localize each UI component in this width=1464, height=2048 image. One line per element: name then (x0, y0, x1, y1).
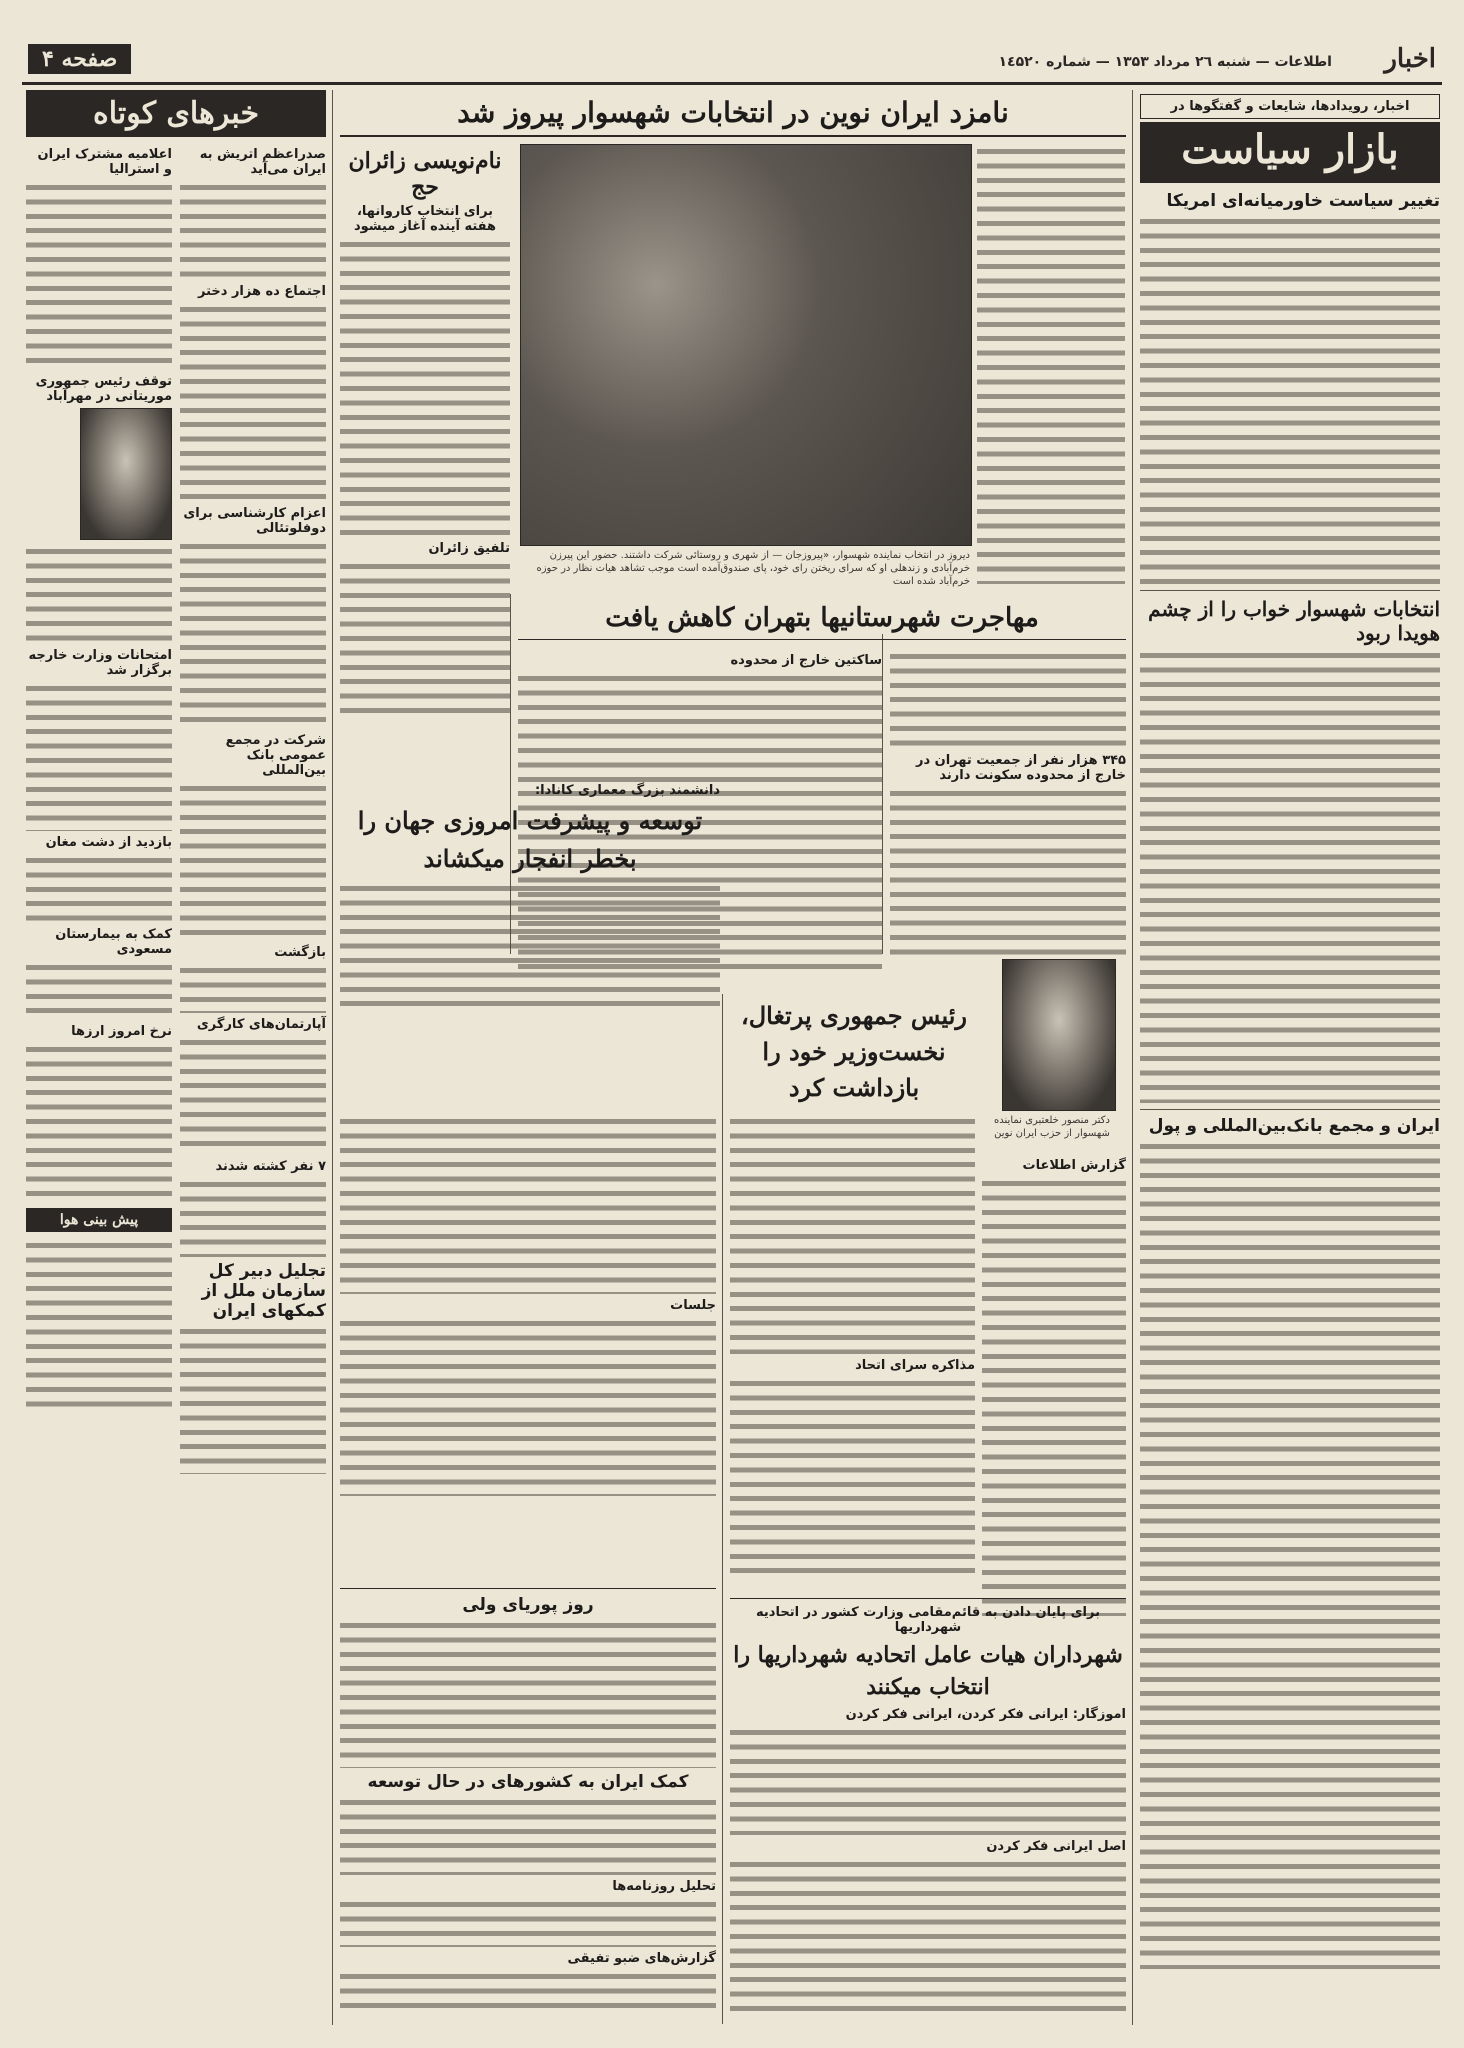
short-news-item: تجلیل دبیر کل سازمان ملل از کمکهای ایران (201, 1261, 326, 1321)
right-kicker: اخبار، رویدادها، شایعات و گفتگوها در (1140, 94, 1440, 119)
short-news-item: بازگشت (274, 945, 326, 960)
lead-photo-caption: دیروز در انتخاب نماینده شهسوار، «پیروزجان — از شهری و روستائی شرکت داشتند. حضور این پیرزن خرم‌آبادی و زندهلی او که سرای ریختن رای خود، پای صندوق‌آمده است موجب تشاهد هیات نظار در حوزه خرم‌آباد شده است (536, 550, 970, 587)
hajj-story (340, 144, 510, 719)
migration-subhead-2: ساکتین خارج از محدوده (730, 653, 882, 668)
masthead (22, 44, 1442, 85)
short-news-item: ۷ نفر کشته شدند (215, 1159, 326, 1174)
pourya-headline: روز پوریای ولی (340, 1588, 716, 1615)
aid-headline: کمک ایران به کشورهای در حال توسعه (367, 1772, 689, 1792)
portugal-story-head (730, 994, 978, 1109)
canada-story (340, 779, 720, 1006)
short-news-item: امتحانات وزارت خارجه برگزار شد (28, 648, 172, 678)
portugal-col-3 (340, 1114, 716, 1496)
story2-headline: انتخابات شهسوار خواب را از چشم هویدا ربود (1148, 597, 1440, 645)
migration-subhead: ۳۴۵ هزار نفر از جمعیت تهران در خارج از محدوده سکونت دارند (915, 753, 1126, 783)
issue-info: اطلاعات — شنبه ۲٦ مرداد ۱۳۵۳ — شماره ۱٤۵۲۰ (998, 54, 1332, 70)
weather-title: پیش بینی هوا (26, 1208, 172, 1232)
right-title: بازار سیاست (1140, 122, 1440, 183)
portugal-col-1 (982, 1154, 1126, 1616)
short-news-item: صدراعظم اتریش به ایران می‌آید (199, 147, 326, 177)
hajj-sub: برای انتخاب کاروانها، هفته آینده آغاز میشود (353, 204, 497, 234)
lead-photo (520, 144, 972, 546)
center-top (340, 92, 1126, 140)
short-news-item: آپارتمان‌های کارگری (196, 1017, 326, 1032)
short-news-item: شرکت در مجمع عمومی بانک بین‌المللی (225, 733, 326, 778)
mayors-headline: شهرداران هیات عامل اتحادیه شهرداریها را انتخاب میکنند (733, 1642, 1123, 1700)
mayors-subhead-2: اصل ایرانی فکر کردن (986, 1839, 1126, 1854)
press-subhead: تحلیل روزنامه‌ها (612, 1879, 716, 1894)
short-news-title: خبرهای کوتاه (26, 90, 326, 137)
story1-body (1140, 214, 1440, 584)
lead-headline: نامزد ایران نوین در انتخابات شهسوار پیروز شد (340, 96, 1126, 137)
portrait-caption: دکتر منصور خلعتبری نماینده شهسوار از حزب ایران نوین (994, 1115, 1110, 1139)
short-news-item: توقف رئیس جمهوری موریتانی در مهرآباد (35, 374, 172, 404)
story1-headline: تغییر سیاست خاورمیانه‌ای امریکا (1166, 191, 1440, 211)
story3-body (1140, 1139, 1440, 1969)
portugal-subhead-1: گزارش اطلاعات (1022, 1158, 1126, 1173)
portrait-photo (1002, 959, 1116, 1111)
short-news-item: نرخ امروز ارزها (71, 1024, 172, 1039)
portugal-headline: رئیس جمهوری پرتغال، نخست‌وزیر خود را بازداشت کرد (740, 1001, 968, 1102)
story2-body (1140, 648, 1440, 1103)
lead-story-text (977, 144, 1125, 584)
portugal-subhead-3: مذاکره سرای اتحاد (855, 1358, 975, 1373)
pourya-story (340, 1584, 716, 2009)
short-news-item: اعزام کارشناسی برای دوفلوتئالی (183, 506, 326, 536)
mayors-story (730, 1594, 1126, 2017)
right-column (1140, 90, 1440, 1969)
page-number: صفحه ۴ (28, 44, 131, 74)
mauritania-photo (80, 408, 172, 540)
short-news (26, 90, 326, 1474)
portugal-col-2 (730, 1114, 975, 1576)
mayors-kicker: برای پایان دادن به قائم‌مقامی وزارت کشور در اتحادیه شهرداریها (730, 1598, 1126, 1635)
mayors-subhead: اموزگار: ایرانی فکر کردن، ایرانی فکر کردن (845, 1707, 1126, 1722)
hajj-headline: نام‌نویسی زائران حج (348, 148, 502, 200)
migration-body-right (890, 649, 1126, 956)
portugal-subhead-2: جلسات (670, 1298, 716, 1313)
migration-headline: مهاجرت شهرستانیها بتهران کاهش یافت (518, 603, 1126, 640)
canada-headline: توسعه و پیشرفت امروزی جهان را بخطر انفجار میکشاند (357, 806, 703, 873)
short-news-item: بازدید از دشت مغان (45, 835, 172, 850)
migration-story (518, 599, 1126, 643)
short-news-item: اجتماع ده هزار دختر (197, 284, 326, 299)
short-news-item: اعلامیه مشترک ایران و استرالیا (37, 147, 172, 177)
story3-headline: ایران و مجمع بانک‌بین‌المللی و پول (1148, 1116, 1440, 1136)
reports-subhead: گزارش‌های ضبو تفیقی (567, 1951, 716, 1966)
hajj-subhead: تلفیق زائران (428, 541, 510, 556)
canada-kicker: دانشمند بزرگ معماری کانادا: (534, 783, 720, 798)
paper-name: اخبار (1384, 44, 1436, 74)
short-news-item: کمک به بیمارستان مسعودی (55, 927, 172, 957)
